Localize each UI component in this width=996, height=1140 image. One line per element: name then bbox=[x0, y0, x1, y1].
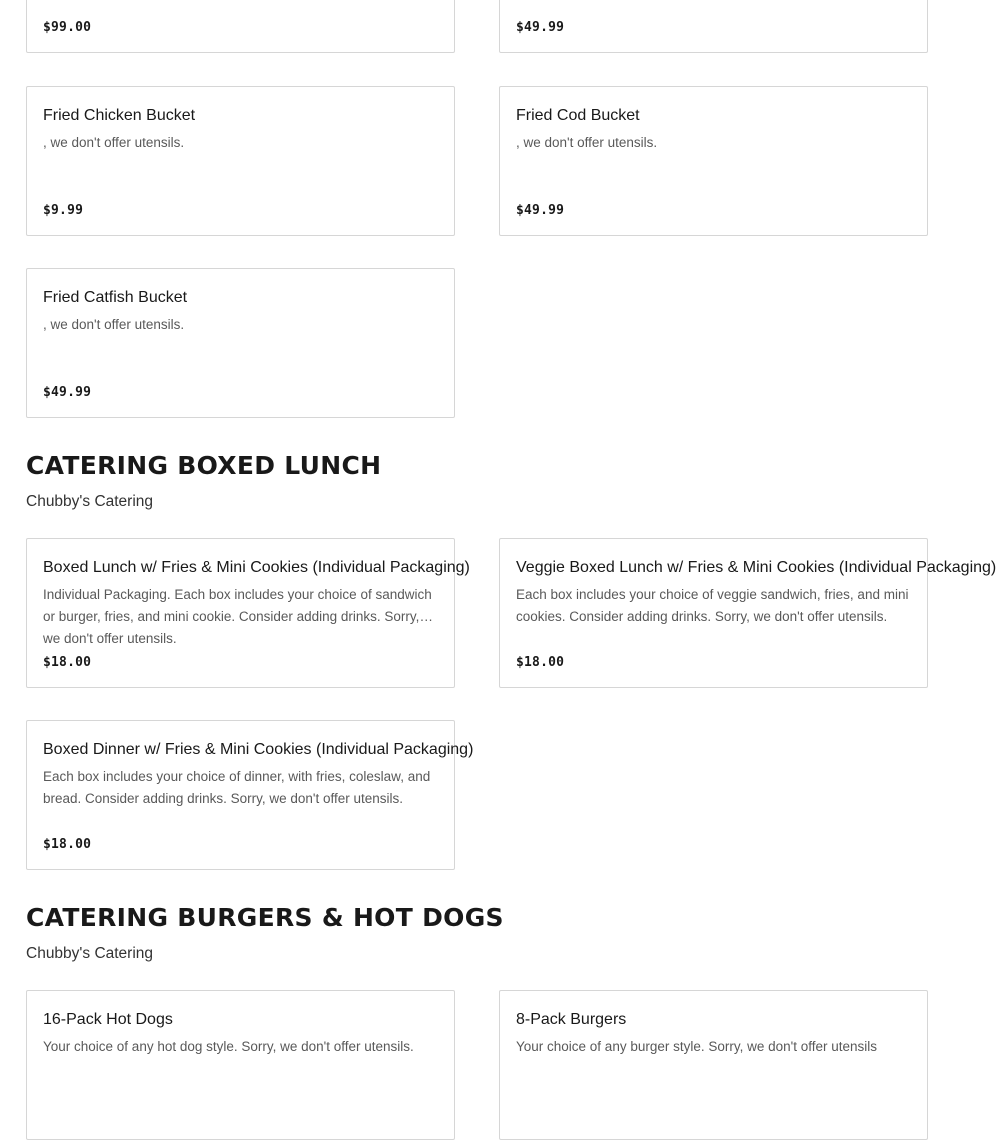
menu-item-name: Veggie Boxed Lunch w/ Fries & Mini Cookies (Individual Packaging) bbox=[516, 559, 996, 576]
menu-item-name: 8-Pack Burgers bbox=[516, 1011, 627, 1028]
menu-item-name: 16-Pack Hot Dogs bbox=[43, 1011, 173, 1028]
menu-item-price: $18.00 bbox=[43, 837, 92, 852]
menu-item-description: Each box includes your choice of dinner, with fries, coleslaw, and bread. Consider adding drinks. Sorry, we don't offer utensils. bbox=[43, 769, 431, 806]
menu-item-description: Individual Packaging. Each box includes your choice of sandwich or burger, fries, and mini cookie. Consider adding drinks. Sorry, we don't offer utensils. bbox=[43, 587, 432, 646]
menu-item-card[interactable] bbox=[499, 990, 928, 1140]
menu-item-card[interactable] bbox=[26, 538, 470, 688]
menu-item-name: Fried Chicken Bucket bbox=[43, 107, 196, 124]
menu-item-price: $49.99 bbox=[516, 20, 565, 35]
menu-item-card[interactable] bbox=[26, 268, 455, 418]
menu-item-price: $18.00 bbox=[516, 655, 565, 670]
menu-item-description: Your choice of any hot dog style. Sorry, we don't offer utensils. bbox=[43, 1039, 414, 1054]
menu-item-card[interactable] bbox=[499, 0, 928, 53]
menu-item-name: Fried Cod Bucket bbox=[516, 107, 640, 124]
section-subtitle: Chubby's Catering bbox=[26, 493, 154, 510]
menu-item-description: Your choice of any burger style. Sorry, we don't offer utensils bbox=[516, 1039, 878, 1054]
menu-item-card[interactable] bbox=[499, 538, 996, 688]
menu-item-price: $99.00 bbox=[43, 20, 92, 35]
section-title-boxed-lunch: CATERING BOXED LUNCH bbox=[26, 451, 382, 480]
menu-item-price: $9.99 bbox=[43, 203, 84, 218]
menu-item-card[interactable] bbox=[26, 720, 474, 870]
menu-item-description: , we don't offer utensils. bbox=[516, 135, 658, 150]
menu-item-card[interactable] bbox=[26, 990, 455, 1140]
menu-item-name: Boxed Dinner w/ Fries & Mini Cookies (Individual Packaging) bbox=[43, 741, 474, 758]
menu-item-description: Each box includes your choice of veggie sandwich, fries, and mini cookies. Consider adding drinks. Sorry, we don't offer utensils. bbox=[516, 587, 909, 624]
menu-item-card[interactable] bbox=[26, 0, 455, 53]
menu-item-card[interactable] bbox=[26, 86, 455, 236]
menu-item-description: , we don't offer utensils. bbox=[43, 135, 185, 150]
menu-item-name: Fried Catfish Bucket bbox=[43, 289, 188, 306]
menu-item-name: Boxed Lunch w/ Fries & Mini Cookies (Individual Packaging) bbox=[43, 559, 470, 576]
menu-item-price: $49.99 bbox=[516, 203, 565, 218]
section-subtitle: Chubby's Catering bbox=[26, 945, 154, 962]
menu-item-price: $18.00 bbox=[43, 655, 92, 670]
section-title-burgers-hot-dogs: CATERING BURGERS & HOT DOGS bbox=[26, 903, 504, 932]
menu-item-price: $49.99 bbox=[43, 385, 92, 400]
menu-item-description: , we don't offer utensils. bbox=[43, 317, 185, 332]
menu-item-card[interactable] bbox=[499, 86, 928, 236]
